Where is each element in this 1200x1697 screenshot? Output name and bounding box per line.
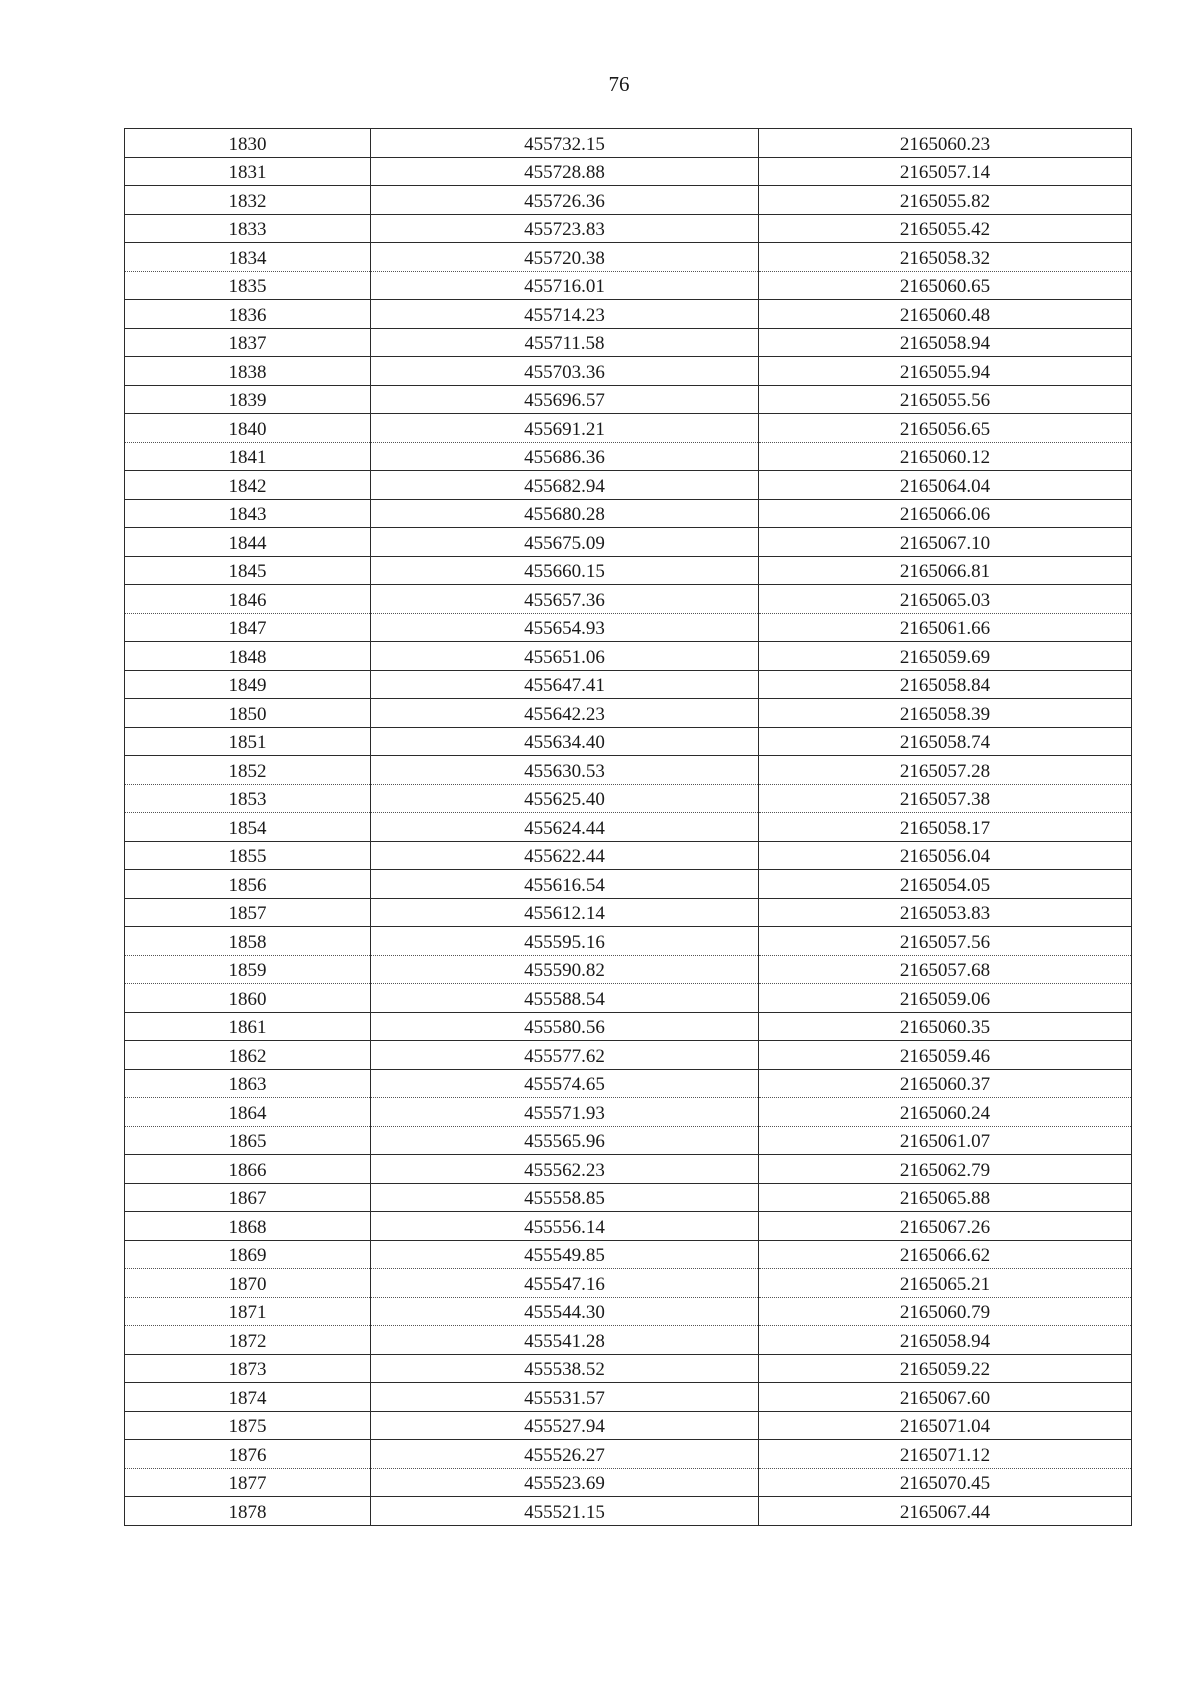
table-row — [125, 499, 1132, 528]
x-coordinate-cell: 455711.58 — [371, 328, 759, 357]
point-number-cell: 1842 — [125, 471, 371, 500]
table-row — [125, 528, 1132, 557]
table-row — [125, 1041, 1132, 1070]
x-coordinate-cell: 455696.57 — [371, 385, 759, 414]
y-coordinate-cell: 2165071.04 — [759, 1411, 1132, 1440]
point-number-cell: 1871 — [125, 1297, 371, 1326]
table-row — [125, 613, 1132, 642]
table-row — [125, 157, 1132, 186]
table-row — [125, 813, 1132, 842]
y-coordinate-cell: 2165061.07 — [759, 1126, 1132, 1155]
y-coordinate-cell: 2165065.21 — [759, 1269, 1132, 1298]
x-coordinate-cell: 455526.27 — [371, 1440, 759, 1469]
table-row — [125, 898, 1132, 927]
table-row — [125, 1240, 1132, 1269]
y-coordinate-cell: 2165058.17 — [759, 813, 1132, 842]
table-row — [125, 442, 1132, 471]
table-row — [125, 1468, 1132, 1497]
x-coordinate-cell: 455657.36 — [371, 585, 759, 614]
x-coordinate-cell: 455565.96 — [371, 1126, 759, 1155]
point-number-cell: 1860 — [125, 984, 371, 1013]
y-coordinate-cell: 2165065.88 — [759, 1183, 1132, 1212]
y-coordinate-cell: 2165059.46 — [759, 1041, 1132, 1070]
y-coordinate-cell: 2165060.79 — [759, 1297, 1132, 1326]
point-number-cell: 1865 — [125, 1126, 371, 1155]
x-coordinate-cell: 455574.65 — [371, 1069, 759, 1098]
x-coordinate-cell: 455523.69 — [371, 1468, 759, 1497]
x-coordinate-cell: 455527.94 — [371, 1411, 759, 1440]
point-number-cell: 1859 — [125, 955, 371, 984]
x-coordinate-cell: 455726.36 — [371, 186, 759, 215]
y-coordinate-cell: 2165060.37 — [759, 1069, 1132, 1098]
y-coordinate-cell: 2165054.05 — [759, 870, 1132, 899]
x-coordinate-cell: 455547.16 — [371, 1269, 759, 1298]
table-row — [125, 1212, 1132, 1241]
y-coordinate-cell: 2165066.06 — [759, 499, 1132, 528]
table-row — [125, 471, 1132, 500]
table-row — [125, 214, 1132, 243]
y-coordinate-cell: 2165057.38 — [759, 784, 1132, 813]
table-row — [125, 927, 1132, 956]
x-coordinate-cell: 455590.82 — [371, 955, 759, 984]
point-number-cell: 1846 — [125, 585, 371, 614]
y-coordinate-cell: 2165057.56 — [759, 927, 1132, 956]
point-number-cell: 1858 — [125, 927, 371, 956]
point-number-cell: 1864 — [125, 1098, 371, 1127]
point-number-cell: 1841 — [125, 442, 371, 471]
point-number-cell: 1849 — [125, 670, 371, 699]
point-number-cell: 1830 — [125, 129, 371, 158]
point-number-cell: 1862 — [125, 1041, 371, 1070]
y-coordinate-cell: 2165062.79 — [759, 1155, 1132, 1184]
point-number-cell: 1834 — [125, 243, 371, 272]
point-number-cell: 1875 — [125, 1411, 371, 1440]
table-body — [125, 129, 1132, 1526]
y-coordinate-cell: 2165070.45 — [759, 1468, 1132, 1497]
point-number-cell: 1838 — [125, 357, 371, 386]
x-coordinate-cell: 455716.01 — [371, 271, 759, 300]
point-number-cell: 1876 — [125, 1440, 371, 1469]
x-coordinate-cell: 455625.40 — [371, 784, 759, 813]
y-coordinate-cell: 2165060.23 — [759, 129, 1132, 158]
point-number-cell: 1850 — [125, 699, 371, 728]
x-coordinate-cell: 455531.57 — [371, 1383, 759, 1412]
table-row — [125, 1126, 1132, 1155]
y-coordinate-cell: 2165055.56 — [759, 385, 1132, 414]
y-coordinate-cell: 2165058.39 — [759, 699, 1132, 728]
x-coordinate-cell: 455544.30 — [371, 1297, 759, 1326]
x-coordinate-cell: 455588.54 — [371, 984, 759, 1013]
table-row — [125, 727, 1132, 756]
y-coordinate-cell: 2165055.42 — [759, 214, 1132, 243]
point-number-cell: 1839 — [125, 385, 371, 414]
x-coordinate-cell: 455703.36 — [371, 357, 759, 386]
table-row — [125, 300, 1132, 329]
y-coordinate-cell: 2165058.74 — [759, 727, 1132, 756]
y-coordinate-cell: 2165066.62 — [759, 1240, 1132, 1269]
table-row — [125, 1098, 1132, 1127]
point-number-cell: 1869 — [125, 1240, 371, 1269]
x-coordinate-cell: 455642.23 — [371, 699, 759, 728]
point-number-cell: 1847 — [125, 613, 371, 642]
y-coordinate-cell: 2165057.28 — [759, 756, 1132, 785]
point-number-cell: 1861 — [125, 1012, 371, 1041]
table-row — [125, 243, 1132, 272]
y-coordinate-cell: 2165056.65 — [759, 414, 1132, 443]
x-coordinate-cell: 455558.85 — [371, 1183, 759, 1212]
table-row — [125, 955, 1132, 984]
x-coordinate-cell: 455630.53 — [371, 756, 759, 785]
point-number-cell: 1837 — [125, 328, 371, 357]
point-number-cell: 1878 — [125, 1497, 371, 1526]
x-coordinate-cell: 455580.56 — [371, 1012, 759, 1041]
x-coordinate-cell: 455654.93 — [371, 613, 759, 642]
table-row — [125, 1269, 1132, 1298]
y-coordinate-cell: 2165060.35 — [759, 1012, 1132, 1041]
point-number-cell: 1854 — [125, 813, 371, 842]
y-coordinate-cell: 2165058.84 — [759, 670, 1132, 699]
point-number-cell: 1873 — [125, 1354, 371, 1383]
point-number-cell: 1848 — [125, 642, 371, 671]
point-number-cell: 1853 — [125, 784, 371, 813]
point-number-cell: 1831 — [125, 157, 371, 186]
y-coordinate-cell: 2165071.12 — [759, 1440, 1132, 1469]
x-coordinate-cell: 455541.28 — [371, 1326, 759, 1355]
y-coordinate-cell: 2165065.03 — [759, 585, 1132, 614]
x-coordinate-cell: 455647.41 — [371, 670, 759, 699]
table-row — [125, 841, 1132, 870]
point-number-cell: 1868 — [125, 1212, 371, 1241]
table-row — [125, 271, 1132, 300]
y-coordinate-cell: 2165060.24 — [759, 1098, 1132, 1127]
x-coordinate-cell: 455562.23 — [371, 1155, 759, 1184]
x-coordinate-cell: 455549.85 — [371, 1240, 759, 1269]
table-row — [125, 357, 1132, 386]
x-coordinate-cell: 455660.15 — [371, 556, 759, 585]
table-row — [125, 385, 1132, 414]
y-coordinate-cell: 2165067.10 — [759, 528, 1132, 557]
point-number-cell: 1851 — [125, 727, 371, 756]
y-coordinate-cell: 2165059.69 — [759, 642, 1132, 671]
point-number-cell: 1856 — [125, 870, 371, 899]
y-coordinate-cell: 2165056.04 — [759, 841, 1132, 870]
y-coordinate-cell: 2165059.22 — [759, 1354, 1132, 1383]
x-coordinate-cell: 455686.36 — [371, 442, 759, 471]
table-row — [125, 1354, 1132, 1383]
x-coordinate-cell: 455691.21 — [371, 414, 759, 443]
point-number-cell: 1870 — [125, 1269, 371, 1298]
table-row — [125, 670, 1132, 699]
point-number-cell: 1863 — [125, 1069, 371, 1098]
x-coordinate-cell: 455651.06 — [371, 642, 759, 671]
table-row — [125, 1155, 1132, 1184]
x-coordinate-cell: 455571.93 — [371, 1098, 759, 1127]
table-row — [125, 186, 1132, 215]
table-row — [125, 1440, 1132, 1469]
point-number-cell: 1832 — [125, 186, 371, 215]
x-coordinate-cell: 455675.09 — [371, 528, 759, 557]
table-row — [125, 556, 1132, 585]
y-coordinate-cell: 2165057.14 — [759, 157, 1132, 186]
x-coordinate-cell: 455624.44 — [371, 813, 759, 842]
table-row — [125, 699, 1132, 728]
x-coordinate-cell: 455720.38 — [371, 243, 759, 272]
point-number-cell: 1835 — [125, 271, 371, 300]
y-coordinate-cell: 2165058.94 — [759, 328, 1132, 357]
x-coordinate-cell: 455521.15 — [371, 1497, 759, 1526]
table-row — [125, 1183, 1132, 1212]
coordinates-table — [124, 128, 1132, 1526]
point-number-cell: 1866 — [125, 1155, 371, 1184]
x-coordinate-cell: 455732.15 — [371, 129, 759, 158]
table-row — [125, 642, 1132, 671]
table-row — [125, 1069, 1132, 1098]
x-coordinate-cell: 455538.52 — [371, 1354, 759, 1383]
page-number: 76 — [608, 72, 630, 96]
y-coordinate-cell: 2165058.94 — [759, 1326, 1132, 1355]
table-row — [125, 585, 1132, 614]
x-coordinate-cell: 455616.54 — [371, 870, 759, 899]
table-row — [125, 1012, 1132, 1041]
y-coordinate-cell: 2165067.44 — [759, 1497, 1132, 1526]
y-coordinate-cell: 2165060.65 — [759, 271, 1132, 300]
x-coordinate-cell: 455577.62 — [371, 1041, 759, 1070]
point-number-cell: 1845 — [125, 556, 371, 585]
point-number-cell: 1833 — [125, 214, 371, 243]
table-row — [125, 870, 1132, 899]
table-row — [125, 1411, 1132, 1440]
table-row — [125, 129, 1132, 158]
x-coordinate-cell: 455634.40 — [371, 727, 759, 756]
x-coordinate-cell: 455723.83 — [371, 214, 759, 243]
x-coordinate-cell: 455612.14 — [371, 898, 759, 927]
point-number-cell: 1872 — [125, 1326, 371, 1355]
table-row — [125, 328, 1132, 357]
table-row — [125, 1326, 1132, 1355]
y-coordinate-cell: 2165053.83 — [759, 898, 1132, 927]
y-coordinate-cell: 2165057.68 — [759, 955, 1132, 984]
table-row — [125, 784, 1132, 813]
point-number-cell: 1857 — [125, 898, 371, 927]
y-coordinate-cell: 2165055.82 — [759, 186, 1132, 215]
x-coordinate-cell: 455682.94 — [371, 471, 759, 500]
point-number-cell: 1855 — [125, 841, 371, 870]
point-number-cell: 1852 — [125, 756, 371, 785]
table-row — [125, 414, 1132, 443]
point-number-cell: 1836 — [125, 300, 371, 329]
y-coordinate-cell: 2165067.26 — [759, 1212, 1132, 1241]
point-number-cell: 1844 — [125, 528, 371, 557]
table-row — [125, 1497, 1132, 1526]
table-row — [125, 1297, 1132, 1326]
point-number-cell: 1843 — [125, 499, 371, 528]
x-coordinate-cell: 455714.23 — [371, 300, 759, 329]
table-row — [125, 1383, 1132, 1412]
y-coordinate-cell: 2165059.06 — [759, 984, 1132, 1013]
point-number-cell: 1877 — [125, 1468, 371, 1497]
table-row — [125, 984, 1132, 1013]
table-row — [125, 756, 1132, 785]
y-coordinate-cell: 2165061.66 — [759, 613, 1132, 642]
y-coordinate-cell: 2165060.12 — [759, 442, 1132, 471]
y-coordinate-cell: 2165058.32 — [759, 243, 1132, 272]
x-coordinate-cell: 455622.44 — [371, 841, 759, 870]
x-coordinate-cell: 455556.14 — [371, 1212, 759, 1241]
y-coordinate-cell: 2165064.04 — [759, 471, 1132, 500]
x-coordinate-cell: 455680.28 — [371, 499, 759, 528]
y-coordinate-cell: 2165067.60 — [759, 1383, 1132, 1412]
point-number-cell: 1867 — [125, 1183, 371, 1212]
y-coordinate-cell: 2165055.94 — [759, 357, 1132, 386]
point-number-cell: 1840 — [125, 414, 371, 443]
x-coordinate-cell: 455595.16 — [371, 927, 759, 956]
y-coordinate-cell: 2165060.48 — [759, 300, 1132, 329]
point-number-cell: 1874 — [125, 1383, 371, 1412]
y-coordinate-cell: 2165066.81 — [759, 556, 1132, 585]
x-coordinate-cell: 455728.88 — [371, 157, 759, 186]
